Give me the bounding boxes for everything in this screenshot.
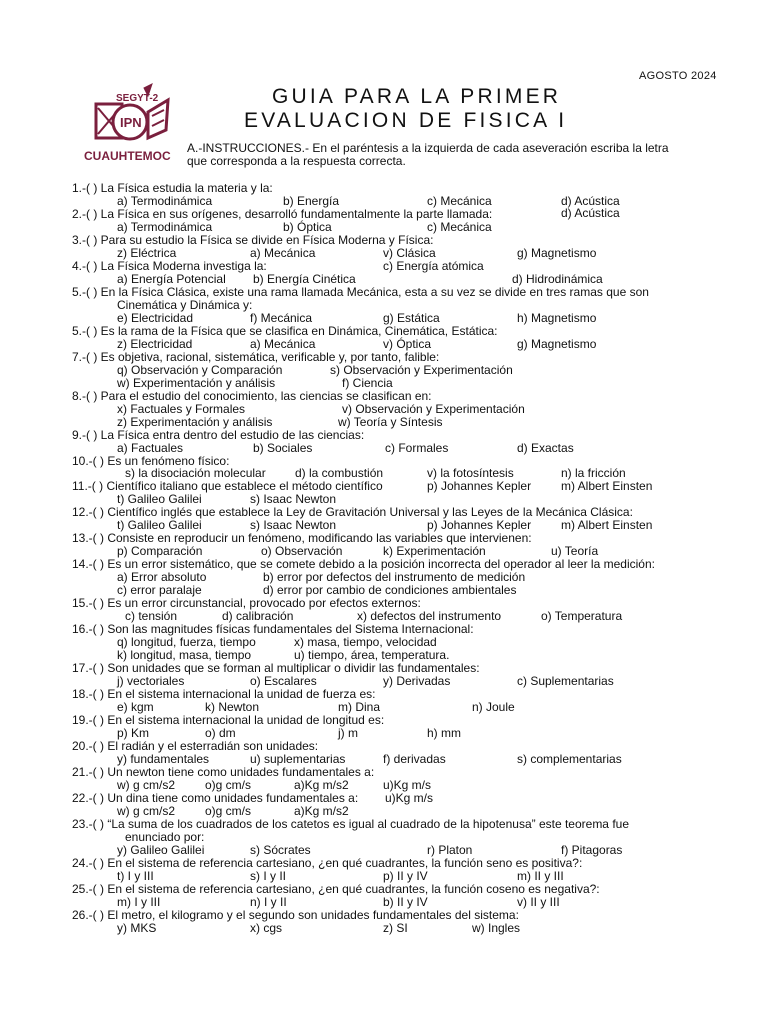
- question-25-text: 25.-( ) En el sistema de referencia cartesiano, ¿en qué cuadrantes, la función coseno es negativa?:: [72, 882, 600, 896]
- question-12-option: m) Albert Einsten: [561, 518, 653, 532]
- question-26-text: 26.-( ) El metro, el kilogramo y el segundo son unidades fundamentales del sistema:: [72, 908, 519, 922]
- question-5-option: h) Magnetismo: [517, 311, 597, 325]
- question-4-text: 4.-( ) La Física Moderna investiga la:: [72, 259, 267, 273]
- question-12-option: p) Johannes Kepler: [427, 518, 532, 532]
- question-3-option: g) Magnetismo: [517, 246, 597, 260]
- question-5-option: g) Estática: [383, 311, 440, 325]
- question-22-option: o)g cm/s: [205, 804, 252, 818]
- question-21-text: 21.-( ) Un newton tiene como unidades fundamentales a:: [72, 765, 375, 779]
- question-16-option: k) longitud, masa, tiempo: [117, 648, 252, 662]
- question-23-option: f) Pitagoras: [561, 843, 623, 857]
- question-2-option: c) Mecánica: [427, 220, 492, 234]
- question-10-text: 10.-( ) Es un fenómeno físico:: [72, 454, 230, 468]
- question-22-option: a)Kg m/s2: [294, 804, 349, 818]
- question-10-option: n) la fricción: [561, 466, 626, 480]
- question-1-option: c) Mecánica: [427, 194, 492, 208]
- question-1-text: 1.-( ) La Física estudia la materia y la:: [72, 181, 273, 195]
- question-3-text: 3.-( ) Para su estudio la Física se divide en Física Moderna y Física:: [72, 233, 434, 247]
- question-12-text: 12.-( ) Científico inglés que establece la Ley de Gravitación Universal y las Leyes de la Mecánica Clásica:: [72, 505, 633, 519]
- question-26-option: x) cgs: [250, 921, 283, 935]
- question-1-option: a) Termodinámica: [117, 194, 213, 208]
- question-10-option: d) la combustión: [295, 466, 384, 480]
- question-17-option: j) vectoriales: [117, 674, 185, 688]
- question-16-option: u) tiempo, área, temperatura.: [294, 648, 450, 662]
- question-1-option: d) Acústica: [561, 194, 620, 208]
- question-15-option: c) tensión: [125, 609, 178, 623]
- question-7-option: f) Ciencia: [342, 376, 393, 390]
- question-16-option: q) longitud, fuerza, tiempo: [117, 635, 256, 649]
- question-4-option: a) Energía Potencial: [117, 272, 226, 286]
- question-20-option: f) derivadas: [383, 752, 446, 766]
- title-line-2: EVALUACION DE FISICA I: [244, 109, 568, 132]
- svg-text:SEGYT-2: SEGYT-2: [116, 93, 159, 104]
- question-18-text: 18.-( ) En el sistema internacional la unidad de fuerza es:: [72, 687, 376, 701]
- question-16-option: x) masa, tiempo, velocidad: [294, 635, 437, 649]
- question-4-option: d) Hidrodinámica: [512, 272, 603, 286]
- question-4-option: b) Energía Cinética: [253, 272, 356, 286]
- question-11-option: s) Isaac Newton: [250, 492, 337, 506]
- question-3-option: v) Clásica: [383, 246, 436, 260]
- question-24-option: p) II y IV: [383, 869, 428, 883]
- instructions: [187, 142, 727, 168]
- question-19-option: h) mm: [427, 726, 461, 740]
- instructions-line-2: que corresponda a la respuesta correcta.: [187, 154, 406, 168]
- question-14-option: b) error por defectos del instrumento de medición: [263, 570, 526, 584]
- question-21-option: o)g cm/s: [205, 778, 252, 792]
- question-8-option: z) Experimentación y análisis: [117, 415, 273, 429]
- question-2-option: a) Termodinámica: [117, 220, 213, 234]
- question-7-text: 7.-( ) Es objetiva, racional, sistemática, verificable y, por tanto, falible:: [72, 350, 440, 364]
- question-21-option: a)Kg m/s2: [294, 778, 349, 792]
- question-21-option: w) g cm/s2: [117, 778, 176, 792]
- question-20-option: y) fundamentales: [117, 752, 210, 766]
- question-24-option: m) II y III: [517, 869, 564, 883]
- question-22-option: w) g cm/s2: [117, 804, 176, 818]
- question-8-option: v) Observación y Experimentación: [342, 402, 525, 416]
- question-5b-option: a) Mecánica: [250, 337, 316, 351]
- question-12-option: s) Isaac Newton: [250, 518, 337, 532]
- question-5-option: e) Electricidad: [117, 311, 194, 325]
- question-24-option: s) I y II: [250, 869, 286, 883]
- question-17-text: 17.-( ) Son unidades que se forman al multiplicar o dividir las fundamentales:: [72, 661, 480, 675]
- question-12-option: t) Galileo Galilei: [117, 518, 202, 532]
- question-16-text: 16.-( ) Son las magnitudes físicas fundamentales del Sistema Internacional:: [72, 622, 474, 636]
- question-23-option: s) Sócrates: [250, 843, 311, 857]
- question-22-text: 22.-( ) Un dina tiene como unidades fundamentales a:: [72, 791, 359, 805]
- question-20-option: u) suplementarias: [250, 752, 346, 766]
- question-11-option: p) Johannes Kepler: [427, 479, 532, 493]
- question-26-option: w) Ingles: [472, 921, 521, 935]
- question-2-text: 2.-( ) La Física en sus orígenes, desarrolló fundamentalmente la parte llamada:: [72, 207, 493, 221]
- question-24-text: 24.-( ) En el sistema de referencia cartesiano, ¿en qué cuadrantes, la función seno es positiva?:: [72, 856, 583, 870]
- question-15-option: d) calibración: [222, 609, 294, 623]
- question-23-text: 23.-( ) “La suma de los cuadrados de los catetos es igual al cuadrado de la hipotenusa” este teorema fue: [72, 817, 629, 831]
- question-18-option: m) Dina: [338, 700, 381, 714]
- question-2-option: b) Óptica: [283, 220, 332, 234]
- question-18-option: n) Joule: [472, 700, 515, 714]
- question-9-text: 9.-( ) La Física entra dentro del estudio de las ciencias:: [72, 428, 365, 442]
- question-9-option: a) Factuales: [117, 441, 184, 455]
- question-17-option: y) Derivadas: [383, 674, 451, 688]
- question-5b-option: g) Magnetismo: [517, 337, 597, 351]
- question-15-option: o) Temperatura: [541, 609, 623, 623]
- question-25-option: b) II y IV: [383, 895, 428, 909]
- question-24-option: t) I y III: [117, 869, 154, 883]
- question-25-option: v) II y III: [517, 895, 560, 909]
- question-11-text: 11.-( ) Científico italiano que establece el método científico: [72, 479, 383, 493]
- question-18-option: k) Newton: [205, 700, 260, 714]
- question-17-option: c) Suplementarias: [517, 674, 614, 688]
- question-19-text: 19.-( ) En el sistema internacional la unidad de longitud es:: [72, 713, 385, 727]
- question-19-option: p) Km: [117, 726, 150, 740]
- question-8-option: w) Teoría y Síntesis: [338, 415, 443, 429]
- document-date: AGOSTO 2024: [639, 70, 717, 82]
- question-15-option: x) defectos del instrumento: [357, 609, 502, 623]
- question-19-option: o) dm: [205, 726, 236, 740]
- title-line-1: GUIA PARA LA PRIMER: [272, 85, 562, 108]
- ipn-cuauhtemoc-logo: [82, 82, 182, 164]
- question-9-option: d) Exactas: [517, 441, 574, 455]
- question-25-option: n) I y II: [250, 895, 287, 909]
- question-21-option: u)Kg m/s: [383, 778, 432, 792]
- question-23-option: y) Galileo Galilei: [117, 843, 205, 857]
- question-9-option: b) Sociales: [253, 441, 313, 455]
- question-13-option: o) Observación: [261, 544, 343, 558]
- question-14-text: 14.-( ) Es un error sistemático, que se comete debido a la posición incorrecta del operador al leer la medición:: [72, 557, 655, 571]
- question-15-text: 15.-( ) Es un error circunstancial, provocado por efectos externos:: [72, 596, 421, 610]
- question-9-option: c) Formales: [385, 441, 449, 455]
- question-7-option: s) Observación y Experimentación: [330, 363, 513, 377]
- question-5b-option: v) Óptica: [383, 337, 432, 351]
- question-13-option: u) Teoría: [551, 544, 599, 558]
- question-8-option: x) Factuales y Formales: [117, 402, 246, 416]
- question-14-option: d) error por cambio de condiciones ambientales: [263, 583, 517, 597]
- question-5b-option: z) Electricidad: [117, 337, 193, 351]
- svg-text:CUAUHTEMOC: CUAUHTEMOC: [84, 149, 171, 163]
- question-17-option: o) Escalares: [250, 674, 317, 688]
- question-10-option: v) la fotosíntesis: [427, 466, 514, 480]
- instructions-line-1: A.-INSTRUCCIONES.- En el paréntesis a la izquierda de cada aseveración escriba la letra: [187, 141, 669, 155]
- question-3-option: a) Mecánica: [250, 246, 316, 260]
- question-1-option: b) Energía: [283, 194, 340, 208]
- question-14-option: c) error paralaje: [117, 583, 202, 597]
- question-11-option: t) Galileo Galilei: [117, 492, 202, 506]
- question-3-option: z) Eléctrica: [117, 246, 177, 260]
- question-5-option: f) Mecánica: [250, 311, 313, 325]
- question-4-option: c) Energía atómica: [383, 259, 484, 273]
- question-26-option: z) SI: [383, 921, 408, 935]
- question-10-option: s) la disociación molecular: [125, 466, 266, 480]
- question-20-text: 20.-( ) El radián y el esterradián son unidades:: [72, 739, 319, 753]
- question-7-option: w) Experimentación y análisis: [117, 376, 276, 390]
- question-20-option: s) complementarias: [517, 752, 622, 766]
- question-8-text: 8.-( ) Para el estudio del conocimiento, las ciencias se clasifican en:: [72, 389, 432, 403]
- question-13-option: p) Comparación: [117, 544, 203, 558]
- question-11-option: m) Albert Einsten: [561, 479, 653, 493]
- question-18-option: e) kgm: [117, 700, 154, 714]
- question-5-text: 5.-( ) En la Física Clásica, existe una rama llamada Mecánica, esta a su vez se divide en tres ramas que son: [72, 285, 649, 299]
- question-5b-text: 5.-( ) Es la rama de la Física que se clasifica en Dinámica, Cinemática, Estática:: [72, 324, 498, 338]
- question-25-option: m) I y III: [117, 895, 161, 909]
- question-23-option: r) Platon: [427, 843, 473, 857]
- question-26-option: y) MKS: [117, 921, 157, 935]
- question-5-text-cont: Cinemática y Dinámica y:: [117, 298, 253, 312]
- question-23-text-cont: enunciado por:: [125, 830, 205, 844]
- question-13-text: 13.-( ) Consiste en reproducir un fenómeno, modificando las variables que intervienen:: [72, 531, 532, 545]
- question-19-option: j) m: [338, 726, 358, 740]
- question-22-option: u)Kg m/s: [385, 791, 434, 805]
- question-7-option: q) Observación y Comparación: [117, 363, 283, 377]
- question-13-option: k) Experimentación: [383, 544, 486, 558]
- question-14-option: a) Error absoluto: [117, 570, 207, 584]
- svg-text:IPN: IPN: [120, 115, 142, 130]
- question-2-option: d) Acústica: [561, 206, 620, 220]
